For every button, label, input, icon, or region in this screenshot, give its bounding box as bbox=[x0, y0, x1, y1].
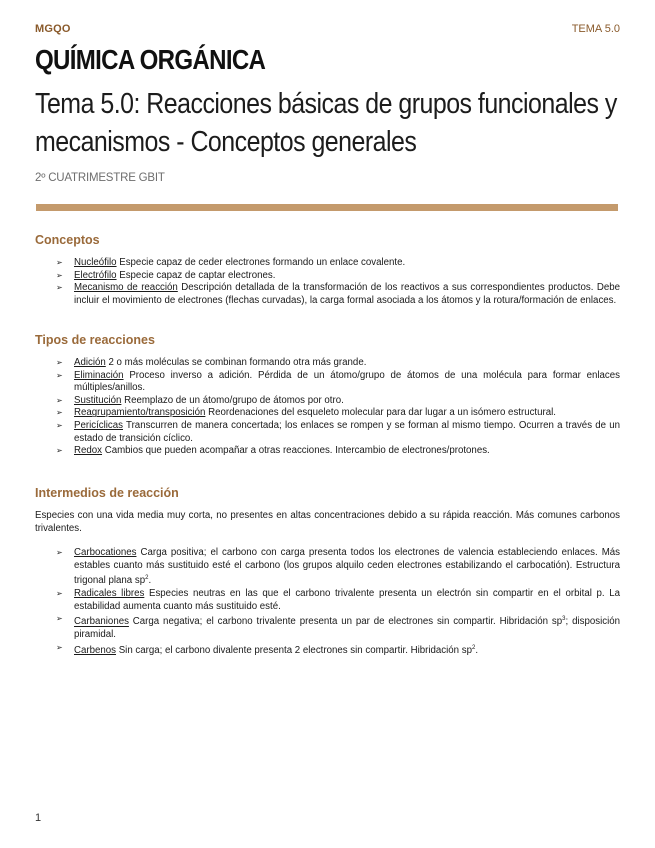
arrow-bullet-icon: ➢ bbox=[56, 614, 63, 624]
semester-label: 2º CUATRIMESTRE GBIT bbox=[35, 172, 165, 184]
list-item: ➢ Mecanismo de reacción Descripción detallada de la transformación de los reactivos a sus correspondientes productos. Debe incluir el movimiento de electrones (flechas curvadas), la carga formal asociada a los átomos y la rotura/formación de enlaces. bbox=[56, 282, 620, 306]
section-heading-intermedios: Intermedios de reacción bbox=[35, 486, 179, 500]
list-item: ➢ Electrófilo Especie capaz de captar electrones. bbox=[56, 269, 276, 281]
term: Radicales libres bbox=[74, 588, 145, 600]
document-title: QUÍMICA ORGÁNICA bbox=[35, 44, 266, 75]
intermedios-list bbox=[35, 547, 620, 657]
list-item: ➢ Sustitución Reemplazo de un átomo/grupo de átomos por otro. bbox=[56, 394, 344, 406]
list-item: ➢ Nucleófilo Especie capaz de ceder electrones formando un enlace covalente. bbox=[56, 257, 406, 268]
term: Pericíclicas bbox=[74, 419, 123, 431]
arrow-bullet-icon: ➢ bbox=[56, 408, 63, 418]
tipos-list bbox=[35, 357, 620, 458]
term: Sustitución bbox=[74, 394, 122, 406]
term: Nucleófilo bbox=[74, 257, 117, 268]
superscript: 3 bbox=[562, 616, 566, 623]
term: Redox bbox=[74, 445, 103, 457]
conceptos-list bbox=[35, 257, 620, 307]
term: Adición bbox=[74, 357, 106, 368]
list-item: ➢ Eliminación Proceso inverso a adición. Pérdida de un átomo/grupo de átomos de una molécula para formar enlaces múltiples/anillos. bbox=[56, 369, 620, 394]
page-number: 1 bbox=[35, 812, 42, 824]
document-subtitle: Tema 5.0: Reacciones básicas de grupos funcionales y mecanismos - Conceptos generales bbox=[35, 88, 617, 158]
title-divider bbox=[36, 204, 618, 211]
term: Reagrupamiento/transposición bbox=[74, 407, 206, 419]
header-right: TEMA 5.0 bbox=[571, 23, 620, 35]
arrow-bullet-icon: ➢ bbox=[56, 548, 63, 558]
list-item: ➢ Redox Cambios que pueden acompañar a otras reacciones. Intercambio de electrones/protones. bbox=[56, 445, 490, 457]
list-item: ➢ Carbaniones Carga negativa; el carbono trivalente presenta un par de electrones sin compartir. Hibridación $sp^3$; disposición piramidal. bbox=[56, 614, 620, 641]
section-heading-conceptos: Conceptos bbox=[35, 233, 100, 247]
section-conceptos bbox=[35, 233, 620, 307]
arrow-bullet-icon: ➢ bbox=[56, 258, 63, 267]
arrow-bullet-icon: ➢ bbox=[56, 446, 63, 456]
list-item: ➢ Reagrupamiento/transposición Reordenaciones del esqueleto molecular para dar lugar a un isómero estructural. bbox=[56, 407, 556, 419]
term: Carbenos bbox=[74, 645, 117, 657]
section-intermedios bbox=[35, 486, 620, 658]
list-item: ➢ Pericíclicas Transcurren de manera concertada; los enlaces se rompen y se forman al mismo tiempo. Ocurren a través de un estado de transición cíclico. bbox=[56, 419, 620, 444]
list-item: ➢ Adición 2 o más moléculas se combinan formando otra más grande. bbox=[56, 357, 367, 368]
arrow-bullet-icon: ➢ bbox=[56, 589, 63, 599]
arrow-bullet-icon: ➢ bbox=[56, 270, 63, 280]
intermedios-intro: Especies con una vida media muy corta, no presentes en altas concentraciones debido a su rápida reacción. Más comunes carbonos trivalentes. bbox=[35, 510, 620, 534]
list-item: ➢ Radicales libres Especies neutras en las que el carbono trivalente presenta un electrón sin compartir en el orbital p. La estabilidad aumenta cuanto más sustituido esté. bbox=[56, 588, 620, 612]
term: Eliminación bbox=[74, 369, 124, 381]
term: Mecanismo de reacción bbox=[74, 282, 178, 294]
arrow-bullet-icon: ➢ bbox=[56, 370, 63, 380]
superscript: 2 bbox=[145, 575, 149, 582]
arrow-bullet-icon: ➢ bbox=[56, 420, 63, 430]
section-tipos bbox=[35, 333, 620, 458]
section-heading-tipos: Tipos de reacciones bbox=[35, 333, 155, 347]
list-item: ➢ Carbocationes Carga positiva; el carbono con carga presenta todos los electrones de valencia estableciendo enlaces. Más estables cuanto más sustituido esté el carbono (los grupos alquilo ceden electrones estabilizando el carbocatión). Estructura trigonal plana $sp^2$. bbox=[56, 547, 620, 587]
superscript: 2 bbox=[471, 644, 476, 651]
term: Electrófilo bbox=[74, 269, 117, 281]
arrow-bullet-icon: ➢ bbox=[56, 642, 63, 652]
arrow-bullet-icon: ➢ bbox=[56, 358, 63, 367]
header-left: MGQO bbox=[35, 23, 71, 35]
arrow-bullet-icon: ➢ bbox=[56, 283, 63, 293]
term: Carbaniones bbox=[74, 616, 129, 628]
list-item: ➢ Carbenos Sin carga; el carbono divalente presenta 2 electrones sin compartir. Hibridación $sp^2$. bbox=[56, 642, 479, 657]
arrow-bullet-icon: ➢ bbox=[56, 395, 63, 405]
term: Carbocationes bbox=[74, 547, 137, 559]
